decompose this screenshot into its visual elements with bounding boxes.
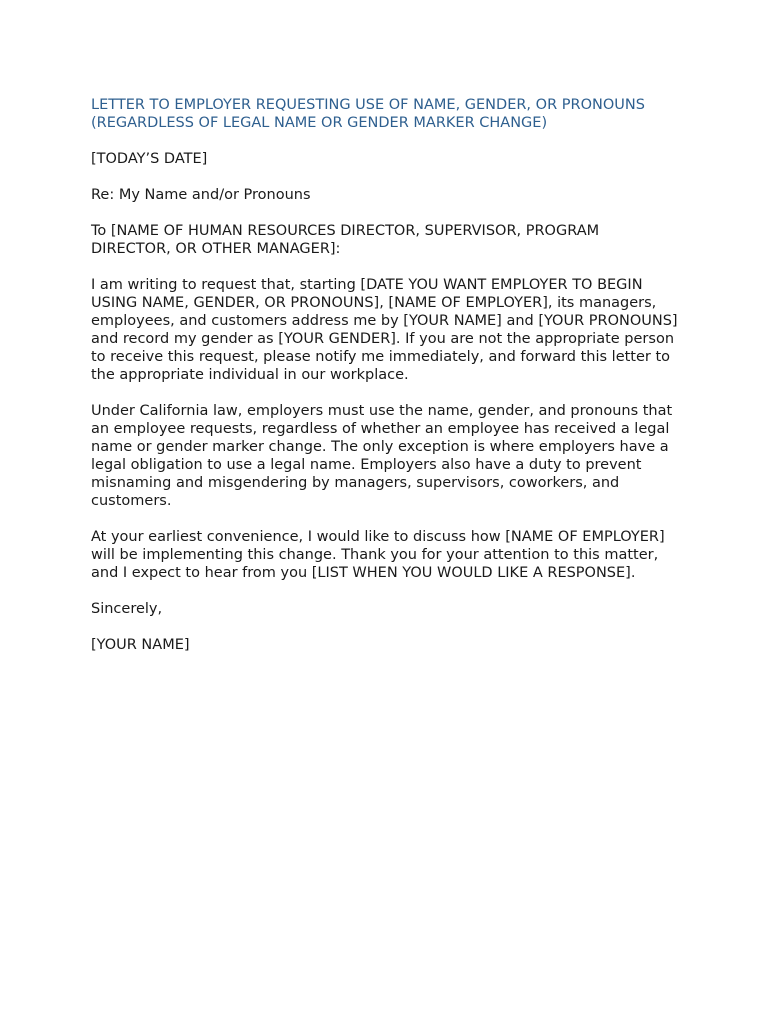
letter-date: [TODAY’S DATE]	[91, 151, 208, 167]
letter-title-line-2: (REGARDLESS OF LEGAL NAME OR GENDER MARKER CHANGE)	[91, 115, 548, 131]
letter-salutation: To [NAME OF HUMAN RESOURCES DIRECTOR, SUPERVISOR, PROGRAM DIRECTOR, OR OTHER MANAGER]:	[91, 223, 600, 257]
letter-title	[91, 96, 682, 132]
letter-closing: Sincerely,	[91, 601, 163, 617]
letter-re-line: Re: My Name and/or Pronouns	[91, 187, 311, 203]
letter-paragraph-followup: At your earliest convenience, I would like to discuss how [NAME OF EMPLOYER] will be implementing this change. Thank you for your attention to this matter, and I expect to hear from you [LIST WHEN YOU WOULD LIKE A RESPONSE].	[91, 529, 665, 581]
letter-signature: [YOUR NAME]	[91, 637, 190, 653]
letter-paragraph-request: I am writing to request that, starting [DATE YOU WANT EMPLOYER TO BEGIN USING NAME, GENDER, OR PRONOUNS], [NAME OF EMPLOYER], its managers, employees, and customers address me by [YOUR NAME] and [YOUR PRONOUNS] and record my gender as [YOUR GENDER]. If you are not the appropriate person to receive this request, please notify me immediately, and forward this letter to the appropriate individual in our workplace.	[91, 277, 678, 383]
letter-paragraph-law: Under California law, employers must use the name, gender, and pronouns that an employee requests, regardless of whether an employee has received a legal name or gender marker change. The only exception is where employers have a legal obligation to use a legal name. Employers also have a duty to prevent misnaming and misgendering by managers, supervisors, coworkers, and customers.	[91, 403, 673, 509]
letter-title-line-1: LETTER TO EMPLOYER REQUESTING USE OF NAME, GENDER, OR PRONOUNS	[91, 97, 645, 113]
